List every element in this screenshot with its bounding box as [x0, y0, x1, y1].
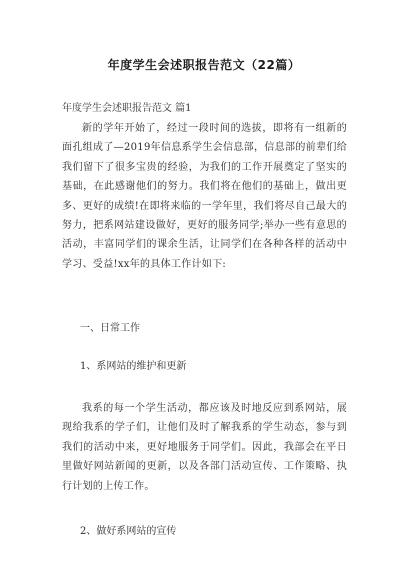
- subsection-heading-website-maintenance: 1、系网站的维护和更新: [80, 361, 187, 372]
- subsection-heading-website-promotion: 2、做好系网站的宣传: [80, 526, 177, 537]
- intro-paragraph: 新的学年开始了，经过一段时间的选拔，即将有一组新的面孔组成了—2019年信息系学生会信息部，信息部的前辈们给我们留下了很多宝贵的经验，为我们的工作开展奠定了坚实的基础，在此感谢他们的努力。我们将在他们的基础上，做出更多、更好的成绩!在即将来临的一学年里，我们将尽自己最大的努力，把系网站建设做好，更好的服务同学;举办一些有意思的活动，丰富同学们的课余生活，让同学们在各种各样的活动中学习、受益!xx年的具体工作计如下:: [62, 123, 347, 270]
- document-title: 年度学生会述职报告范文（22篇）: [107, 58, 301, 72]
- article-heading: 年度学生会述职报告范文 篇1: [62, 103, 192, 114]
- website-maintenance-paragraph: 我系的每一个学生活动，都应该及时地反应到系网站，展现给我系的学子们，让他们及时了解我系的学生动态，参与到我们的活动中来，更好地服务于同学们。因此，我部会在平日里做好网站新闻的更新，以及各部门活动宣传、工作策略、执行计划的上传工作。: [62, 403, 347, 492]
- section-heading-daily-work: 一、日常工作: [80, 323, 140, 334]
